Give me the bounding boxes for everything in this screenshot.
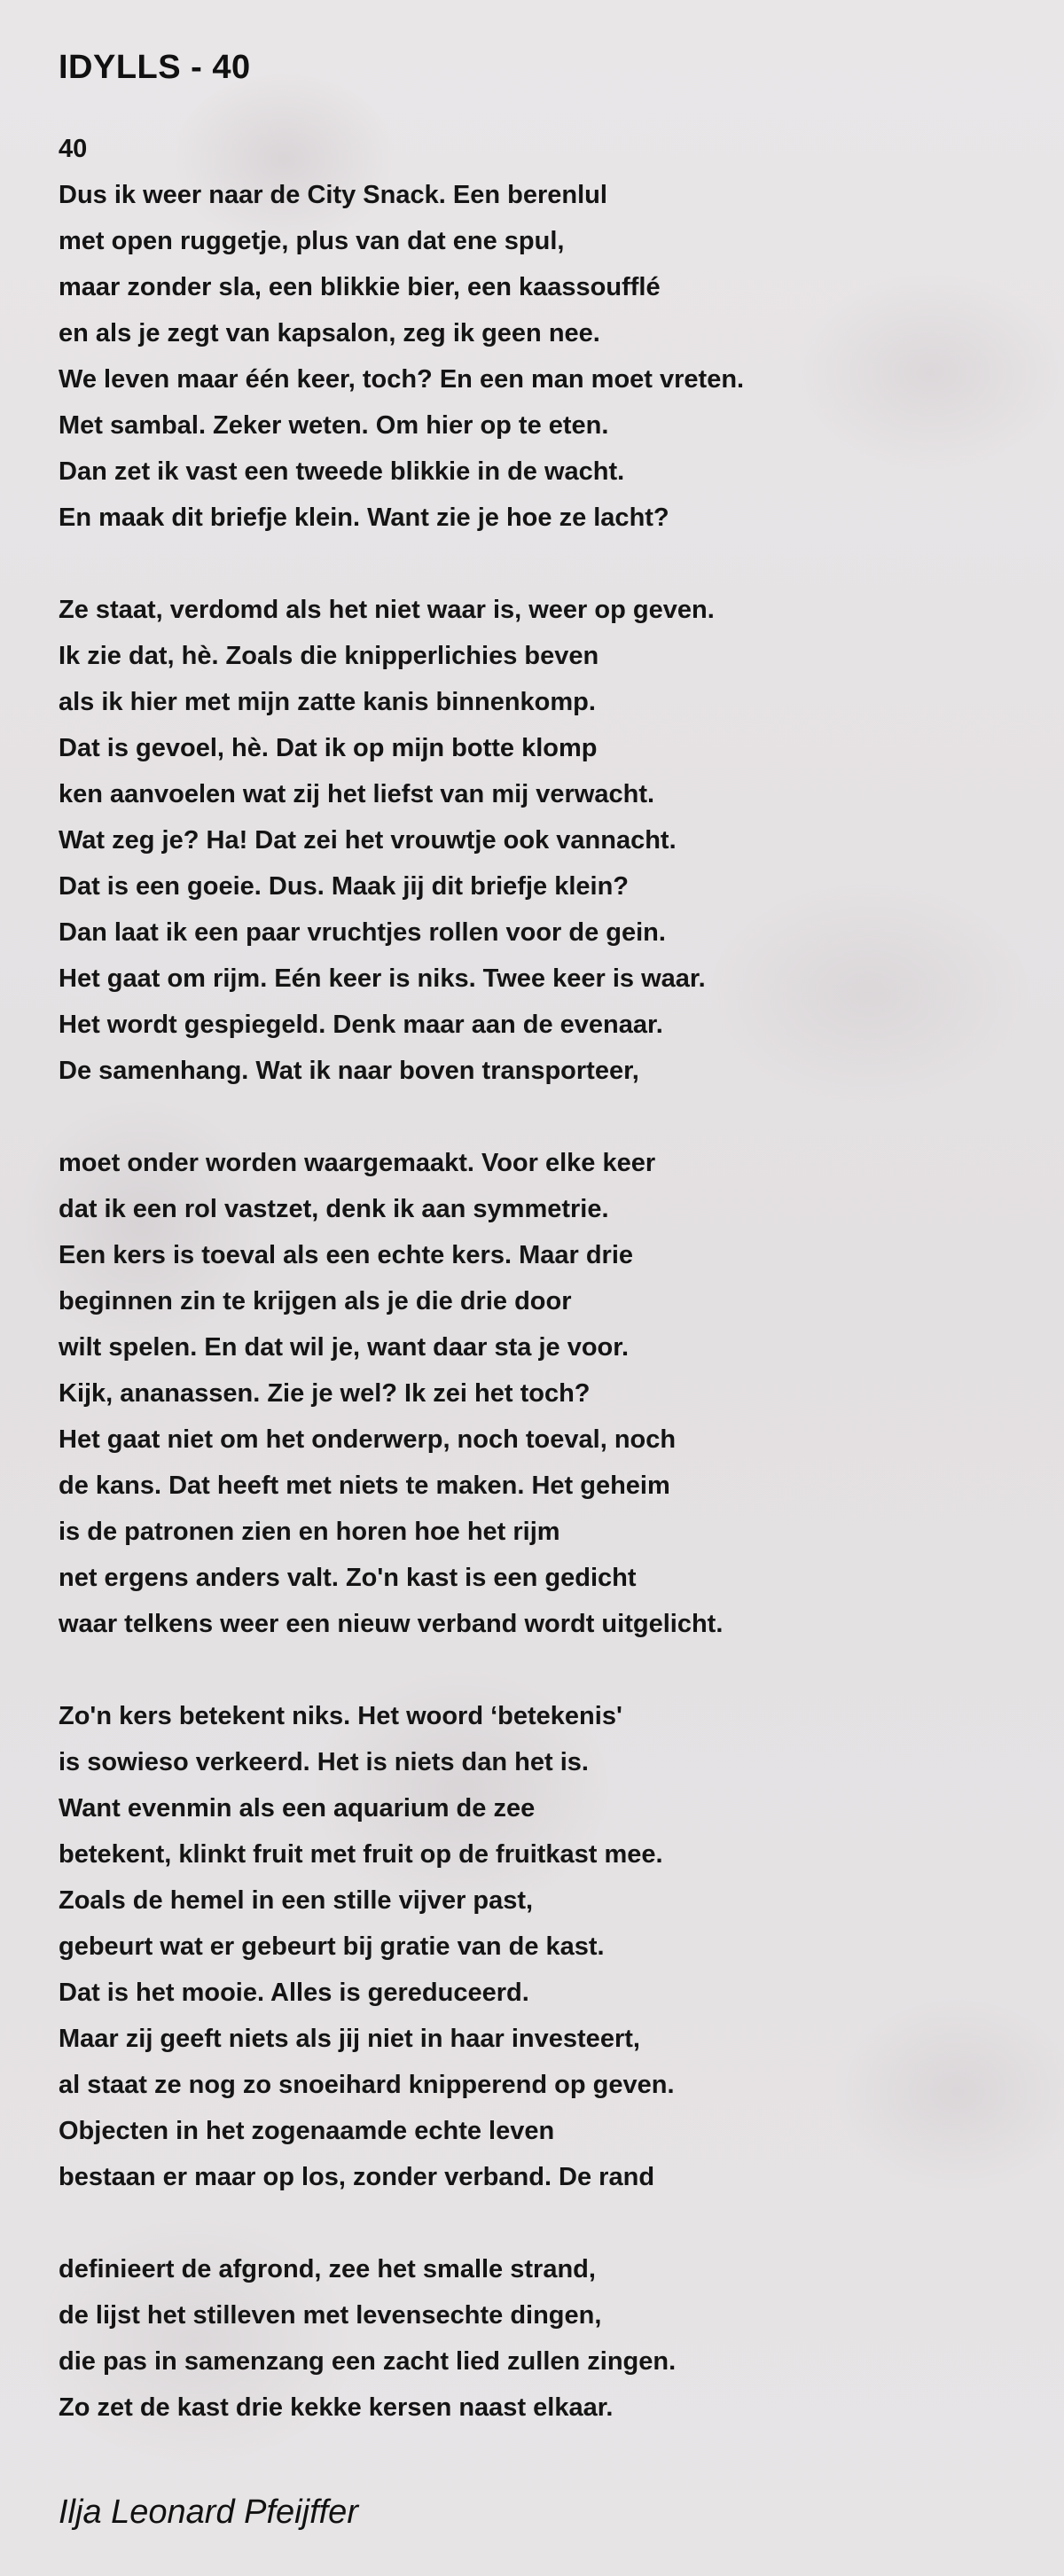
poem-line: bestaan er maar op los, zonder verband. De rand (59, 2163, 655, 2191)
poem-line: als ik hier met mijn zatte kanis binnenkomp. (59, 688, 596, 716)
poem-line: Met sambal. Zeker weten. Om hier op te eten. (59, 411, 609, 440)
poem-line: Maar zij geeft niets als jij niet in haar investeert, (59, 2025, 640, 2053)
poem-line: is sowieso verkeerd. Het is niets dan het is. (59, 1748, 589, 1776)
stanza-break (59, 2200, 1016, 2246)
poem-line: Het gaat om rijm. Eén keer is niks. Twee keer is waar. (59, 964, 706, 993)
poem-line: maar zonder sla, een blikkie bier, een kaassoufflé (59, 273, 661, 301)
poem-line: Kijk, ananassen. Zie je wel? Ik zei het toch? (59, 1379, 591, 1408)
poem-line: Dat is het mooie. Alles is gereduceerd. (59, 1979, 529, 2007)
poem-line: moet onder worden waargemaakt. Voor elke keer (59, 1149, 656, 1177)
poem-line: Dat is een goeie. Dus. Maak jij dit briefje klein? (59, 872, 630, 901)
poem-line: gebeurt wat er gebeurt bij gratie van de kast. (59, 1932, 605, 1961)
poem-line: Het gaat niet om het onderwerp, noch toeval, noch (59, 1425, 677, 1454)
poem-line: Dat is gevoel, hè. Dat ik op mijn botte klomp (59, 734, 598, 762)
poem-body (59, 126, 1016, 2431)
poem-author[interactable]: Ilja Leonard Pfeijffer (59, 2494, 358, 2531)
poem-line: De samenhang. Wat ik naar boven transporteer, (59, 1057, 639, 1085)
poem-line: waar telkens weer een nieuw verband wordt uitgelicht. (59, 1610, 724, 1638)
stanza-break (59, 1647, 1016, 1693)
stanza-break (59, 541, 1016, 587)
poem-line: Ik zie dat, hè. Zoals die knipperlichies beven (59, 642, 599, 670)
poem-line: met open ruggetje, plus van dat ene spul, (59, 227, 565, 255)
poem-line: al staat ze nog zo snoeihard knipperend op geven. (59, 2071, 675, 2099)
poem-line: Ze staat, verdomd als het niet waar is, weer op geven. (59, 596, 715, 624)
poem-line: beginnen zin te krijgen als je die drie door (59, 1287, 572, 1315)
poem-line: Dan zet ik vast een tweede blikkie in de wacht. (59, 457, 625, 486)
poem-line: net ergens anders valt. Zo'n kast is een gedicht (59, 1564, 637, 1592)
poem-line: betekent, klinkt fruit met fruit op de fruitkast mee. (59, 1840, 663, 1869)
poem-line: Dus ik weer naar de City Snack. Een berenlul (59, 181, 607, 209)
poem-line: de lijst het stilleven met levensechte dingen, (59, 2301, 602, 2330)
poem-line: Objecten in het zogenaamde echte leven (59, 2117, 555, 2145)
poem-line: wilt spelen. En dat wil je, want daar sta je voor. (59, 1333, 630, 1362)
poem-line: is de patronen zien en horen hoe het rijm (59, 1518, 560, 1546)
poem-line: Zo'n kers betekent niks. Het woord ‘betekenis' (59, 1702, 622, 1730)
poem-page (59, 43, 1016, 2531)
poem-line: de kans. Dat heeft met niets te maken. Het geheim (59, 1471, 670, 1500)
poem-line: Dan laat ik een paar vruchtjes rollen voor de gein. (59, 918, 666, 947)
poem-line: Zo zet de kast drie kekke kersen naast elkaar. (59, 2393, 614, 2422)
poem-line: ken aanvoelen wat zij het liefst van mij verwacht. (59, 780, 655, 808)
poem-line: en als je zegt van kapsalon, zeg ik geen nee. (59, 319, 600, 347)
poem-line: Het wordt gespiegeld. Denk maar aan de evenaar. (59, 1011, 663, 1039)
stanza-break (59, 1094, 1016, 1140)
poem-line: dat ik een rol vastzet, denk ik aan symmetrie. (59, 1195, 609, 1223)
poem-line: Zoals de hemel in een stille vijver past, (59, 1886, 534, 1915)
poem-line: die pas in samenzang een zacht lied zullen zingen. (59, 2347, 677, 2376)
poem-line: Een kers is toeval als een echte kers. Maar drie (59, 1241, 634, 1269)
poem-line: Wat zeg je? Ha! Dat zei het vrouwtje ook vannacht. (59, 826, 677, 855)
poem-line: Want evenmin als een aquarium de zee (59, 1794, 536, 1823)
poem-line: 40 (59, 135, 88, 163)
poem-line: We leven maar één keer, toch? En een man moet vreten. (59, 365, 745, 394)
poem-line: definieert de afgrond, zee het smalle strand, (59, 2255, 596, 2283)
poem-title: IDYLLS - 40 (59, 49, 251, 86)
poem-line: En maak dit briefje klein. Want zie je hoe ze lacht? (59, 503, 669, 532)
